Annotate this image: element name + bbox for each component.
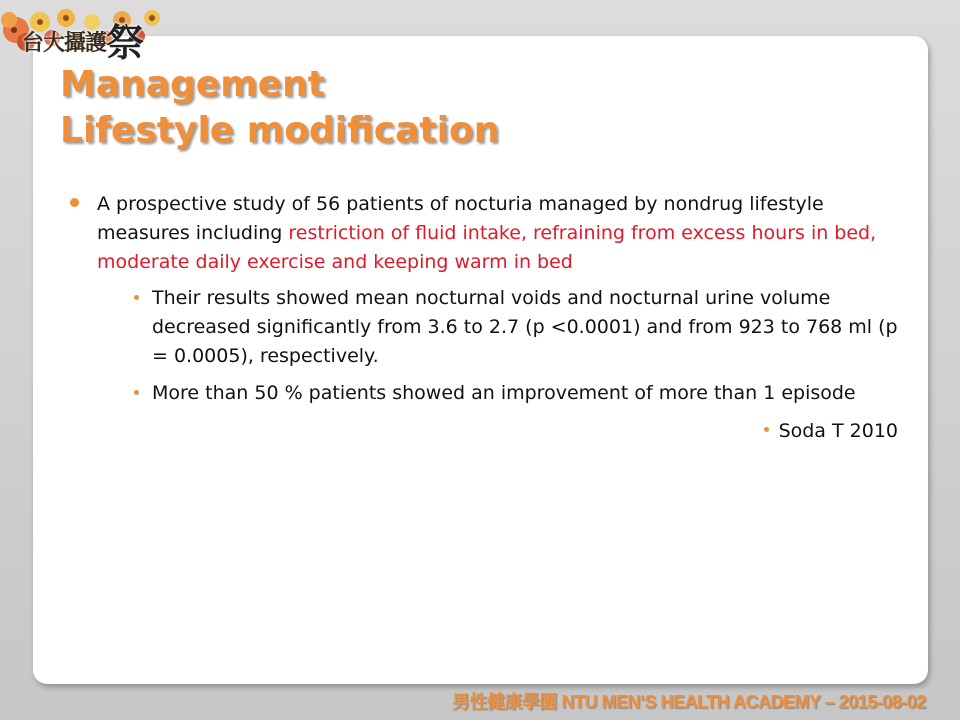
bullet-study-highlight: restriction of fluid intake, refraining from excess hours in bed, moderate daily exercise and keeping warm in bed: [97, 222, 877, 273]
sub-bullet-dot-icon: [134, 295, 139, 300]
slide-title: [60, 62, 499, 154]
bullet-study: [70, 190, 897, 277]
sub-bullet-improvement: [70, 379, 907, 408]
logo-text-big: 祭: [106, 20, 144, 65]
logo-text: [22, 6, 144, 65]
reference-text: Soda T 2010: [778, 420, 898, 442]
footer-banner: 男性健康學園 NTU MEN‘S HEALTH ACADEMY – 2015-08-02: [452, 692, 926, 712]
title-line-1: Management: [60, 64, 325, 105]
sub-bullet-improvement-text: More than 50 % patients showed an improvement of more than 1 episode: [152, 382, 856, 404]
bullet-study-text: A prospective study of 56 patients of nocturia managed by nondrug lifestyle measures including: [97, 193, 824, 244]
reference-dot-icon: [764, 427, 769, 432]
sub-bullet-results: [70, 284, 907, 371]
bullet-dot-icon: [70, 198, 79, 207]
event-logo: [0, 0, 175, 65]
sub-bullet-results-text: Their results showed mean nocturnal voids and nocturnal urine volume decreased significantly from 3.6 to 2.7 (p <0.0001) and from 923 to 768 ml (p = 0.0005), respectively.: [152, 287, 898, 367]
logo-text-small: 台大攝護: [22, 30, 107, 56]
sub-bullet-dot-icon: [134, 390, 139, 395]
slide-content: [70, 190, 900, 446]
title-line-2: Lifestyle modification: [60, 110, 500, 151]
reference: [70, 417, 898, 446]
